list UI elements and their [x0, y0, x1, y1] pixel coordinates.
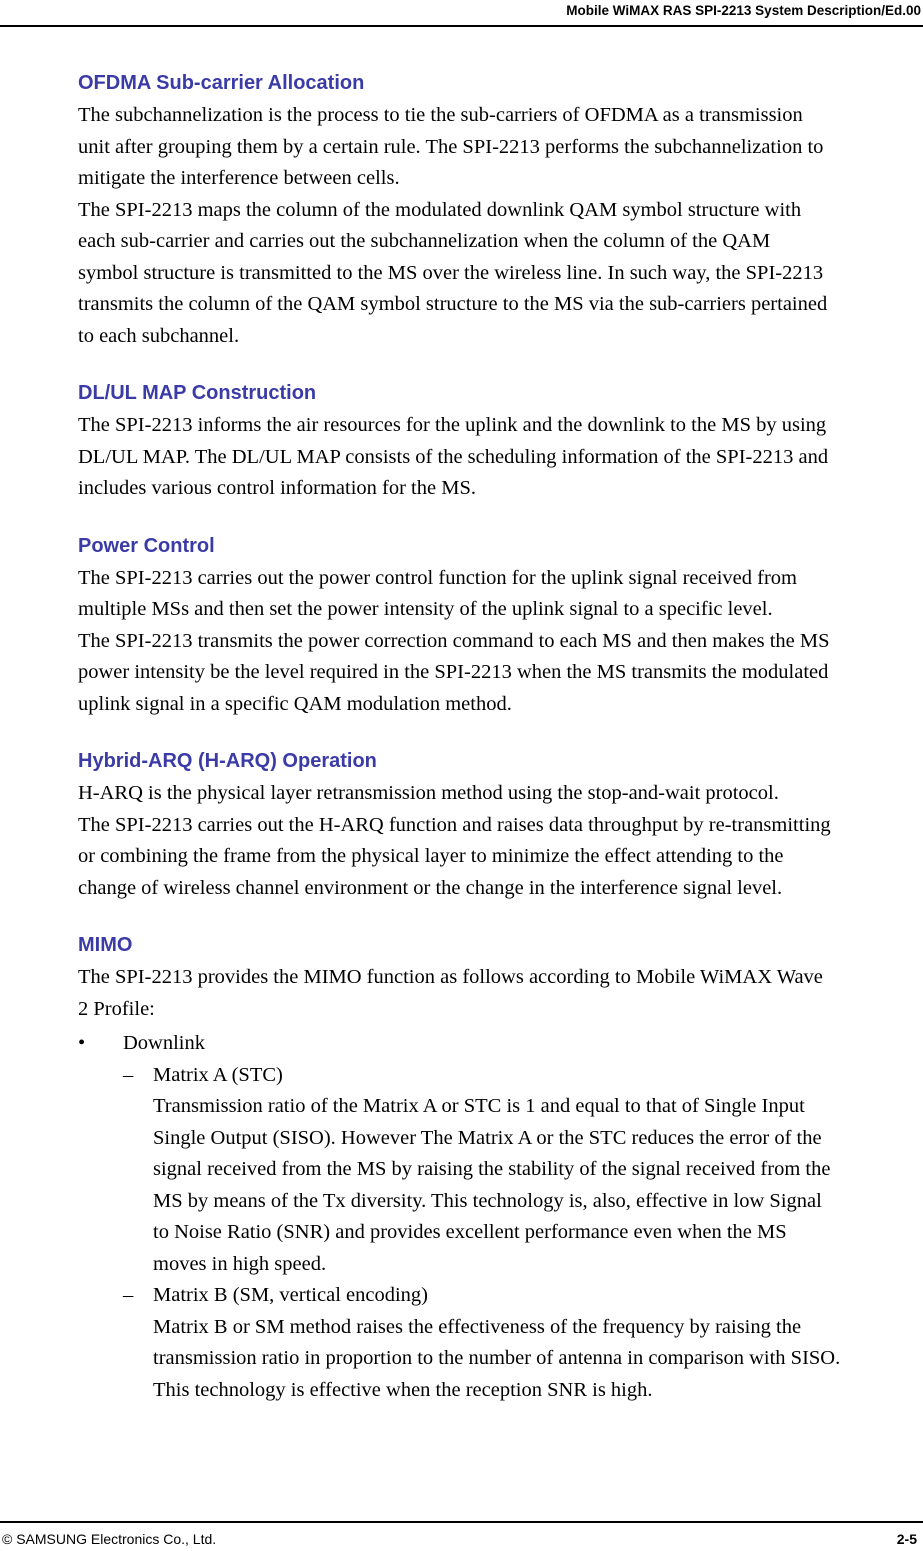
- section-harq: [78, 744, 923, 904]
- section-body: [78, 100, 923, 352]
- text-line: MS by means of the Tx diversity. This technology is, also, effective in low Signal: [153, 1189, 822, 1212]
- document-header-title: Mobile WiMAX RAS SPI-2213 System Description/Ed.00: [566, 3, 921, 18]
- subitem-title: Matrix B (SM, vertical encoding): [153, 1284, 428, 1306]
- text-line: change of wireless channel environment or the change in the interference signal level.: [78, 876, 783, 899]
- section-heading: Hybrid-ARQ (H-ARQ) Operation: [78, 750, 377, 772]
- page-content: [78, 66, 923, 1406]
- text-line: The SPI-2213 transmits the power correction command to each MS and then makes the MS: [78, 629, 830, 652]
- text-line: to Noise Ratio (SNR) and provides excellent performance even when the MS: [153, 1221, 787, 1243]
- text-line: The SPI-2213 carries out the power control function for the uplink signal received from: [78, 566, 798, 589]
- bullet-label: Downlink: [123, 1032, 205, 1054]
- footer-divider: [0, 1521, 923, 1523]
- text-line: DL/UL MAP. The DL/UL MAP consists of the scheduling information of the SPI-2213 and: [78, 445, 829, 468]
- text-line: Single Output (SISO). However The Matrix A or the STC reduces the error of the: [153, 1126, 822, 1149]
- text-line: uplink signal in a specific QAM modulation method.: [78, 692, 512, 715]
- text-line: The SPI-2213 provides the MIMO function as follows according to Mobile WiMAX Wave: [78, 966, 823, 988]
- dash-icon: –: [123, 1063, 134, 1086]
- text-line: transmits the column of the QAM symbol structure to the MS via the sub-carriers pertained: [78, 293, 828, 315]
- section-heading: OFDMA Sub-carrier Allocation: [78, 72, 365, 94]
- text-line: symbol structure is transmitted to the MS over the wireless line. In such way, the SPI-2213: [78, 261, 824, 284]
- text-line: to each subchannel.: [78, 324, 240, 347]
- text-line: Matrix B or SM method raises the effectiveness of the frequency by raising the: [153, 1315, 802, 1338]
- text-line: unit after grouping them by a certain rule. The SPI-2213 performs the subchannelization to: [78, 135, 824, 158]
- text-line: signal received from the MS by raising the stability of the signal received from the: [153, 1158, 831, 1180]
- text-line: includes various control information for the MS.: [78, 477, 476, 499]
- subitem-title: Matrix A (STC): [153, 1063, 283, 1086]
- section-body: [78, 962, 923, 1025]
- text-line: H-ARQ is the physical layer retransmission method using the stop-and-wait protocol.: [78, 782, 779, 804]
- text-line: each sub-carrier and carries out the subchannelization when the column of the QAM: [78, 230, 771, 252]
- subitem-matrix-a: [123, 1060, 923, 1281]
- text-line: moves in high speed.: [153, 1252, 327, 1275]
- text-line: Transmission ratio of the Matrix A or STC is 1 and equal to that of Single Input: [153, 1095, 805, 1117]
- header-divider: [0, 25, 923, 27]
- section-mimo: [78, 928, 923, 1406]
- text-line: transmission ratio in proportion to the number of antenna in comparison with SISO.: [153, 1347, 841, 1369]
- text-line: The subchannelization is the process to tie the sub-carriers of OFDMA as a transmission: [78, 104, 803, 126]
- text-line: The SPI-2213 maps the column of the modulated downlink QAM symbol structure with: [78, 198, 802, 221]
- section-body: [78, 410, 923, 505]
- section-heading: MIMO: [78, 934, 133, 956]
- section-ofdma-allocation: [78, 66, 923, 352]
- section-heading: Power Control: [78, 534, 215, 557]
- text-line: The SPI-2213 carries out the H-ARQ function and raises data throughput by re-transmitting: [78, 813, 831, 836]
- footer-copyright: © SAMSUNG Electronics Co., Ltd.: [2, 1531, 217, 1547]
- text-line: power intensity be the level required in the SPI-2213 when the MS transmits the modulated: [78, 661, 829, 683]
- text-line: This technology is effective when the reception SNR is high.: [153, 1378, 653, 1401]
- page-number: 2-5: [896, 1531, 917, 1547]
- section-heading: DL/UL MAP Construction: [78, 382, 317, 404]
- section-dl-ul-map: [78, 376, 923, 505]
- bullet-item-downlink: [78, 1028, 923, 1060]
- text-line: 2 Profile:: [78, 997, 155, 1020]
- text-line: multiple MSs and then set the power intensity of the uplink signal to a specific level.: [78, 598, 773, 620]
- bullet-icon: •: [78, 1032, 86, 1054]
- text-line: mitigate the interference between cells.: [78, 167, 400, 189]
- subitem-matrix-b: [123, 1280, 923, 1406]
- text-line: or combining the frame from the physical layer to minimize the effect attending to the: [78, 845, 784, 867]
- section-body: [78, 778, 923, 904]
- section-body: [78, 563, 923, 721]
- text-line: The SPI-2213 informs the air resources for the uplink and the downlink to the MS by using: [78, 414, 827, 436]
- dash-icon: –: [123, 1284, 134, 1306]
- section-power-control: [78, 529, 923, 721]
